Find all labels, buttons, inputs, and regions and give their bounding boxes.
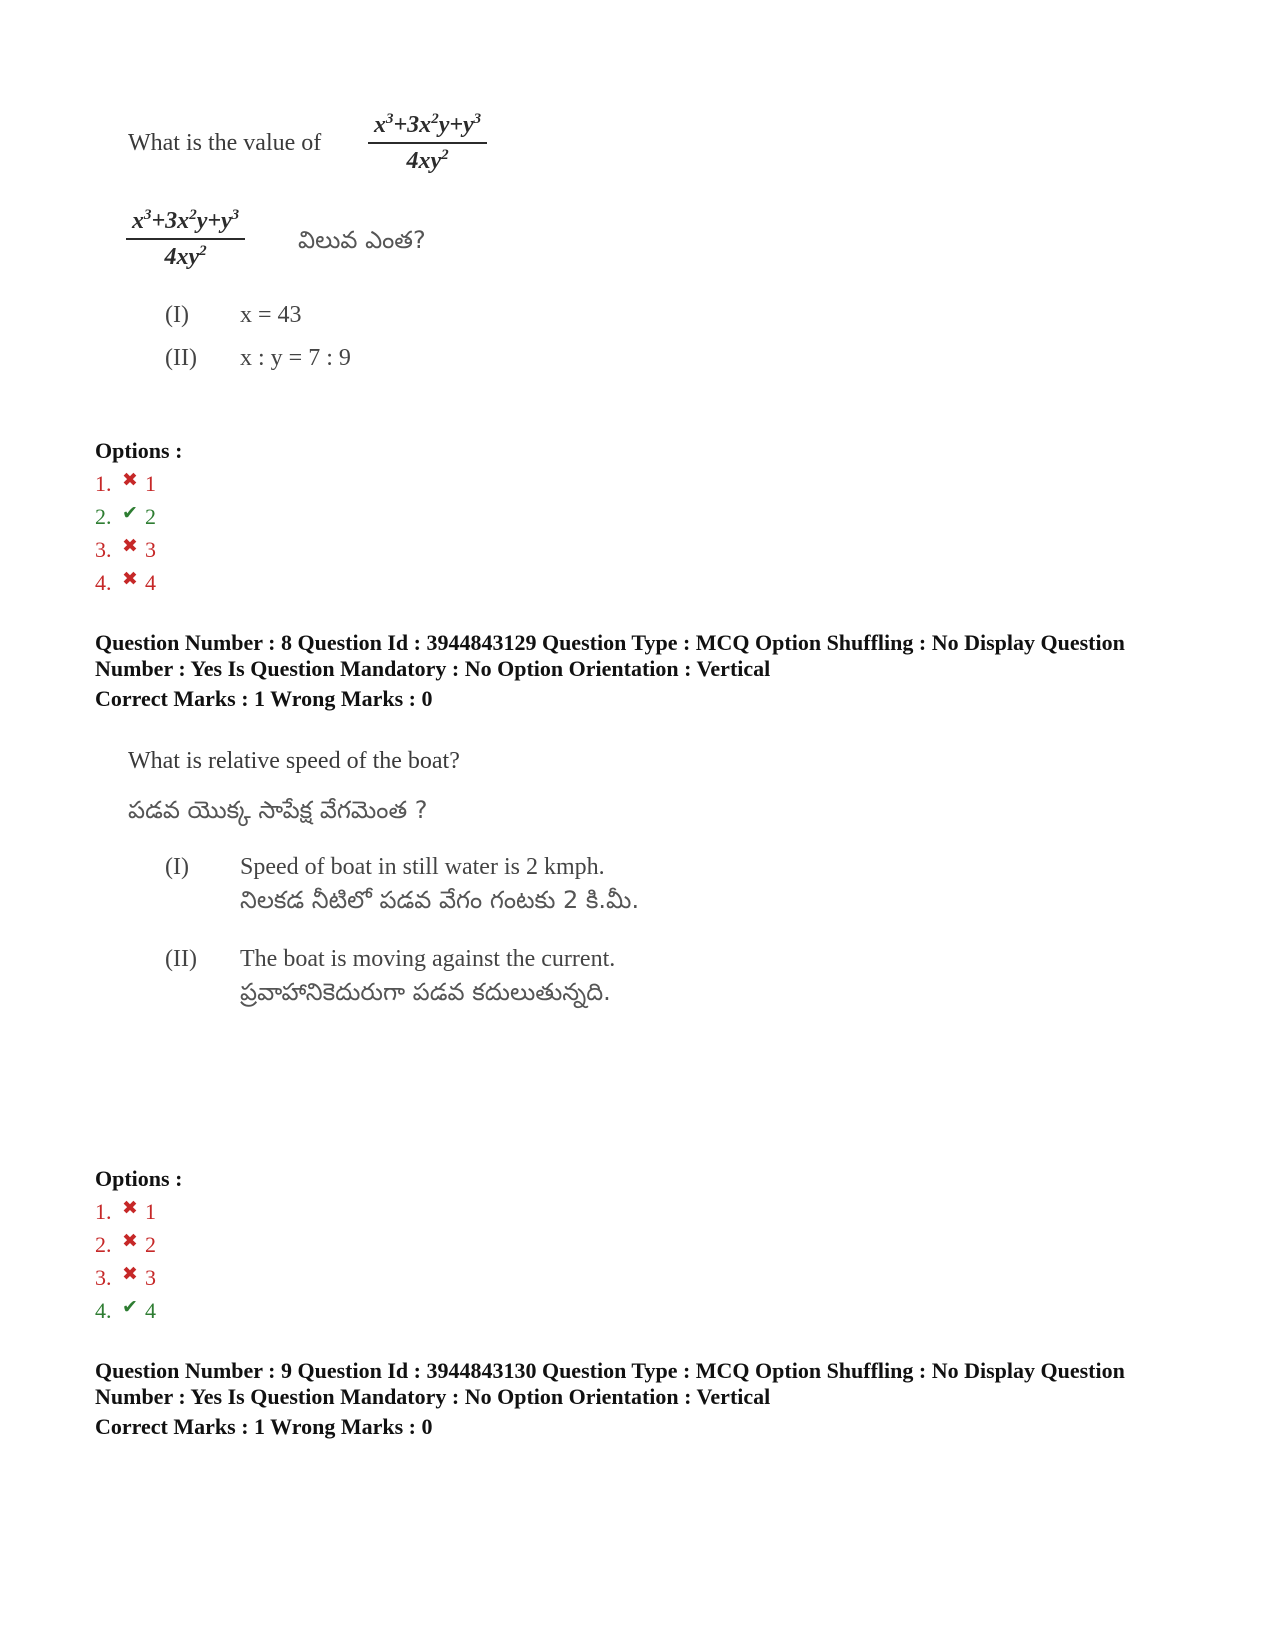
q8-statement-2-en: The boat is moving against the current. (240, 946, 616, 972)
q8-statement-1-label: (I) (165, 854, 189, 880)
check-icon: ✔ (122, 1297, 138, 1318)
q9-marks: Correct Marks : 1 Wrong Marks : 0 (95, 1414, 433, 1439)
option-item (95, 1228, 156, 1261)
option-number: 1. (95, 471, 112, 496)
option-item (95, 500, 156, 533)
q8-statement-2-label: (II) (165, 946, 197, 972)
option-value: 1 (145, 1199, 156, 1224)
q7-fraction-te (126, 204, 245, 274)
cross-icon: ✖ (122, 1198, 138, 1219)
q7-prompt-te: విలువ ఎంత? (298, 226, 426, 254)
q8-meta (95, 630, 1195, 682)
q7-statement-1-label: (I) (165, 302, 189, 328)
option-value: 4 (145, 1298, 156, 1323)
q7-options-list (95, 467, 156, 599)
option-item (95, 1294, 156, 1327)
q8-meta-line2: Number : Yes Is Question Mandatory : No Option Orientation : Vertical (95, 656, 771, 681)
option-number: 3. (95, 537, 112, 562)
fraction-denominator: $4xy^2$ (164, 243, 207, 270)
option-item (95, 566, 156, 599)
option-number: 4. (95, 570, 112, 595)
option-number: 2. (95, 504, 112, 529)
q8-options-title: Options : (95, 1166, 183, 1191)
option-value: 2 (145, 504, 156, 529)
q8-statement-1-te: నిలకడ నీటిలో పడవ వేగం గంటకు 2 కి.మీ. (240, 886, 640, 914)
cross-icon: ✖ (122, 536, 138, 557)
option-item (95, 467, 156, 500)
q7-statement-1-text: x = 43 (240, 302, 302, 328)
q8-statement-2-te: ప్రవాహానికెదురుగా పడవ కదులుతున్నది. (240, 978, 611, 1006)
q8-marks: Correct Marks : 1 Wrong Marks : 0 (95, 686, 433, 711)
q8-prompt-te: పడవ యొక్క సాపేక్ష వేగమెంత ? (128, 796, 428, 824)
q7-fraction-en (368, 108, 487, 178)
q9-meta (95, 1358, 1195, 1410)
q7-options-title: Options : (95, 438, 183, 463)
check-icon: ✔ (122, 503, 138, 524)
cross-icon: ✖ (122, 470, 138, 491)
option-number: 4. (95, 1298, 112, 1323)
option-value: 1 (145, 471, 156, 496)
option-item (95, 1261, 156, 1294)
q8-statement-1-en: Speed of boat in still water is 2 kmph. (240, 854, 605, 880)
q7-statement-2-text: x : y = 7 : 9 (240, 345, 351, 371)
option-value: 3 (145, 1265, 156, 1290)
option-number: 1. (95, 1199, 112, 1224)
q7-statement-2-label: (II) (165, 345, 197, 371)
cross-icon: ✖ (122, 1231, 138, 1252)
option-number: 2. (95, 1232, 112, 1257)
option-value: 2 (145, 1232, 156, 1257)
option-value: 3 (145, 537, 156, 562)
q7-prompt-en: What is the value of (128, 130, 322, 156)
fraction-numerator: $x^3+3x^2y+y^3$ (368, 108, 487, 144)
q8-meta-line1: Question Number : 8 Question Id : 3944843129 Question Type : MCQ Option Shuffling : No Display Question (95, 630, 1125, 655)
q9-meta-line2: Number : Yes Is Question Mandatory : No Option Orientation : Vertical (95, 1384, 771, 1409)
q8-prompt-en: What is relative speed of the boat? (128, 748, 460, 774)
fraction-numerator: $x^3+3x^2y+y^3$ (126, 204, 245, 240)
option-number: 3. (95, 1265, 112, 1290)
q9-meta-line1: Question Number : 9 Question Id : 3944843130 Question Type : MCQ Option Shuffling : No Display Question (95, 1358, 1125, 1383)
cross-icon: ✖ (122, 569, 138, 590)
option-item (95, 533, 156, 566)
q8-options-list (95, 1195, 156, 1327)
option-value: 4 (145, 570, 156, 595)
fraction-denominator: $4xy^2$ (406, 147, 449, 174)
option-item (95, 1195, 156, 1228)
cross-icon: ✖ (122, 1264, 138, 1285)
